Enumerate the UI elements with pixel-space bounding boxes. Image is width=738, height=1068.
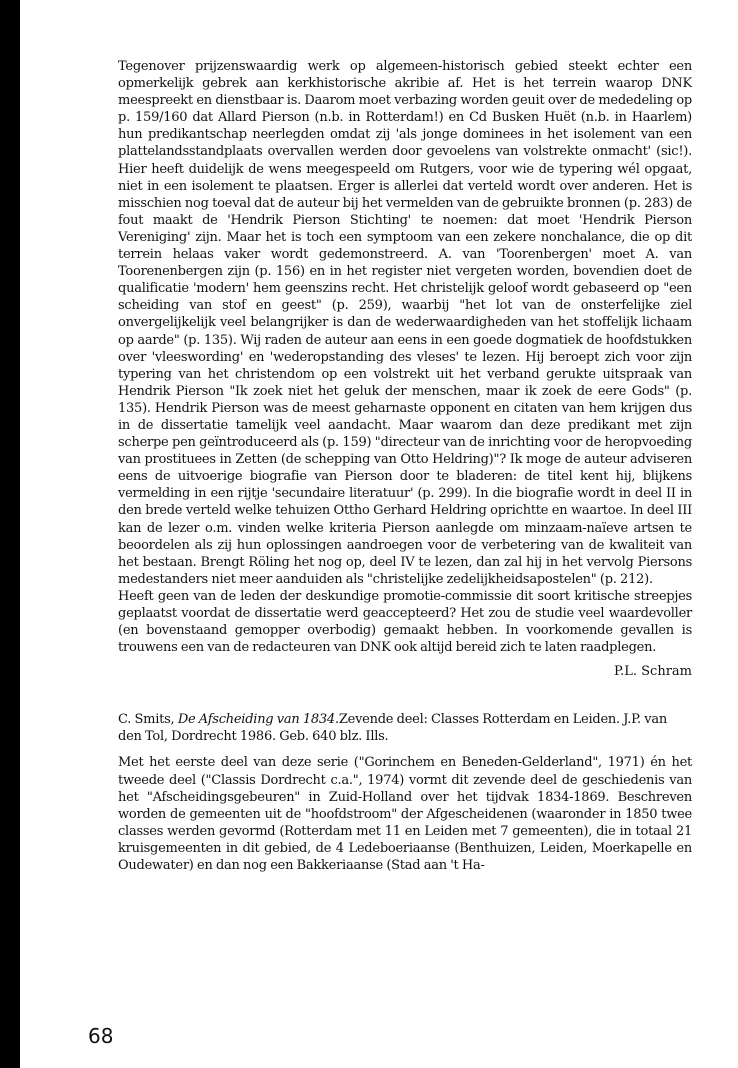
book-title: De Afscheiding van 1834. xyxy=(177,712,339,728)
review-paragraph-1: Tegenover prijzenswaardig werk op algemeen-historisch gebied steekt echter een opmerkelijk gebrek aan kerkhistorische akribie af. Het is het terrein waarop DNK meespreekt en dienstbaar is. Daarom moet verbazing worden geuit over de mededeling op p. 159/160 dat Allard Pierson (n.b. in Rotterdam!) en Cd Busken Huët (n.b. in Haarlem) hun predikantschap neerlegden omdat zij 'als jonge dominees in het isolement van een plattelandsstandplaats overvallen werden door gevoelens van volstrekte onmacht' (sic!). Hier heeft duidelijk de wens meegespeeld om Rutgers, voor wie de typering wél opgaat, niet in een isolement te plaatsen. Erger is allerlei dat verteld wordt over anderen. Het is misschien nog toeval dat de auteur bij het vermelden van de gebruikte bronnen (p. 283) de fout maakt de 'Hendrik Pierson Stichting' te noemen: dat moet 'Hendrik Pierson Vereniging' zijn. Maar het is toch een symptoom van een zekere nonchalance, die op dit terrein helaas vaker wordt gedemonstreerd. A. van 'Toorenbergen' moet A. van Toorenenbergen zijn (p. 156) en in het register niet vergeten worden, bovendien doet de qualificatie 'modern' hem geenszins recht. Het christelijk geloof wordt gebaseerd op "een scheiding van stof en geest" (p. 259), waarbij "het lot van de onsterfelijke ziel onvergelijkelijk veel belangrijker is dan de wederwaardigheden van het stoffelijk lichaam op aarde" (p. 135). Wij raden de auteur aan eens in een goede dogmatiek de hoofdstukken over 'vleeswording' en 'wederopstanding des vleses' te lezen. Hij beroept zich voor zijn typering van het christendom op een volstrekt uit het verband gerukte uitspraak van Hendrik Pierson "Ik zoek niet het geluk der menschen, maar ik zoek de eere Gods" (p. 135). Hendrik Pierson was de meest geharnaste opponent en citaten van hem krijgen dus in de dissertatie tamelijk veel aandacht. Maar waarom dan deze predikant met zijn scherpe pen geïntroduceerd als (p. 159) "directeur van de inrichting voor de heropvoeding van prostituees in Zetten (de schepping van Otto Heldring)"? Ik moge de auteur adviseren eens de uitvoerige biografie van Pierson door te bladeren: de titel kent hij, blijkens vermelding in een rijtje 'secundaire literatuur' (p. 299). In die biografie wordt in deel II in den brede verteld welke tehuizen Ottho Gerhard Heldring oprichtte en waartoe. In deel III kan de lezer o.m. vinden welke kriteria Pierson aanlegde om minzaam-naïeve artsen te beoordelen als zij hun oplossingen aandroegen voor de verbetering van de kwaliteit van het bestaan. Brengt Röling het nog op, deel IV te lezen, dan zal hij in het vervolg Piersons medestanders niet meer aanduiden als "christelijke zedelijkheidsapostelen" (p. 212). xyxy=(118,59,692,587)
page-number: 68 xyxy=(88,1024,114,1048)
document-page xyxy=(118,58,692,874)
book-details: Zevende deel: Classes Rotterdam en Leiden. J.P. van den Tol, Dordrecht 1986. Geb. 640 blz. Ills. xyxy=(118,712,667,745)
book-review-heading xyxy=(118,711,692,745)
book-review-body: Met het eerste deel van deze serie ("Gorinchem en Beneden-Gelderland", 1971) én het tweede deel ("Classis Dordrecht c.a.", 1974) vormt dit zevende deel de geschiedenis van het "Afscheidingsgebeuren" in Zuid-Holland over het tijdvak 1834-1869. Beschreven worden de gemeenten uit de "hoofdstroom" der Afgescheidenen (waaronder in 1850 twee classes werden gevormd (Rotterdam met 11 en Leiden met 7 gemeenten), die in totaal 21 kruisgemeenten in dit gebied, de 4 Ledeboeriaanse (Benthuizen, Leiden, Moerkapelle en Oudewater) en dan nog een Bakkeriaanse (Stad aan 't Ha- xyxy=(118,755,692,874)
review-paragraph-2: Heeft geen van de leden der deskundige promotie-commissie dit soort kritische streepjes geplaatst voordat de dissertatie werd geaccepteerd? Het zou de studie veel waardevoller (en bovenstaand gemopper overbodig) gemaakt hebben. In voorkomende gevallen is trouwens een van de redacteuren van DNK ook altijd bereid zich te laten raadplegen. xyxy=(118,588,692,656)
page-edge-shadow xyxy=(0,0,20,1068)
book-author: C. Smits, xyxy=(118,712,178,728)
review-signature: P.L. Schram xyxy=(614,664,692,680)
